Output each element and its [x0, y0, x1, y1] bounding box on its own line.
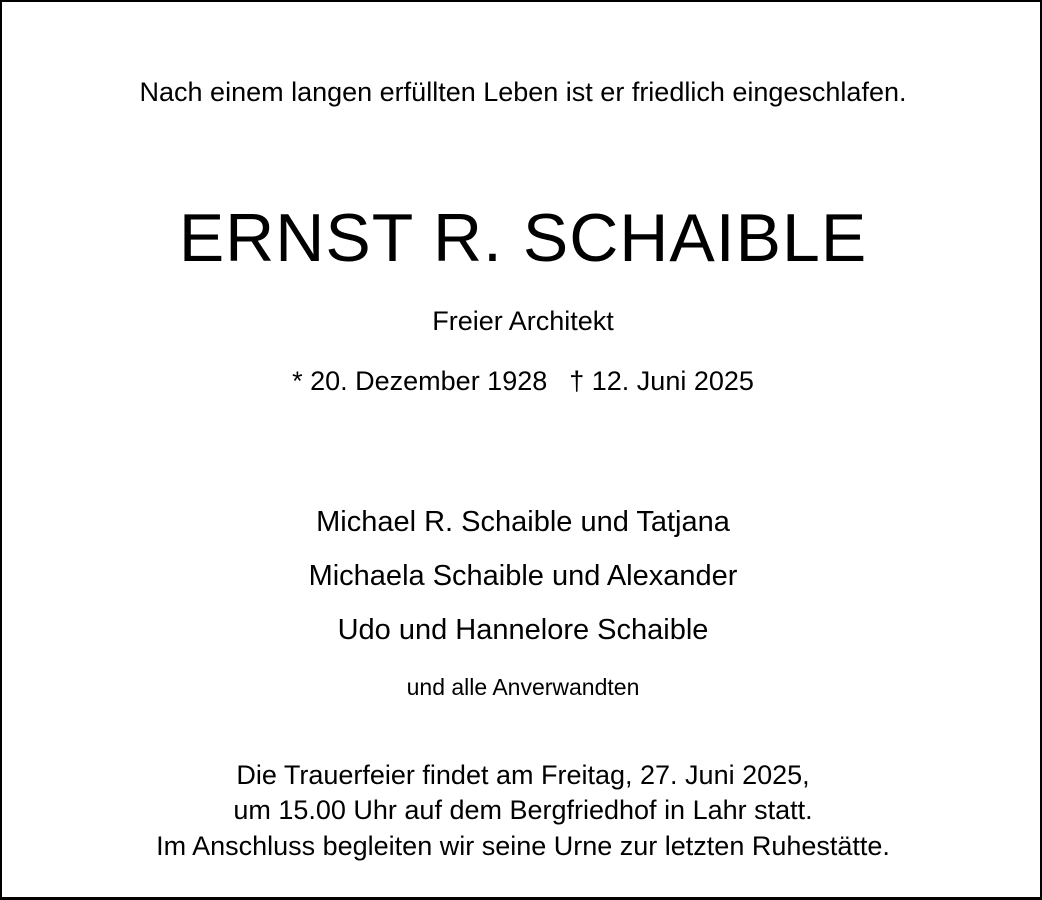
birth-date: * 20. Dezember 1928: [292, 366, 548, 396]
funeral-info-line: Die Trauerfeier findet am Freitag, 27. Juni 2025,: [236, 760, 810, 790]
intro-text: Nach einem langen erfüllten Leben ist er friedlich eingeschlafen.: [139, 77, 907, 107]
family-member-line: Michaela Schaible und Alexander: [308, 560, 738, 592]
family-member-line: Udo und Hannelore Schaible: [337, 614, 709, 646]
funeral-info-line: um 15.00 Uhr auf dem Bergfriedhof in Lahr statt.: [233, 795, 813, 825]
death-date: † 12. Juni 2025: [569, 366, 754, 396]
funeral-info-line: Im Anschluss begleiten wir seine Urne zur letzten Ruhestätte.: [156, 831, 890, 861]
family-member-line: Michael R. Schaible und Tatjana: [316, 506, 730, 538]
profession-text: Freier Architekt: [432, 306, 614, 336]
relatives-text: und alle Anverwandten: [406, 674, 640, 700]
life-dates: [2, 364, 1042, 398]
deceased-name: ERNST R. SCHAIBLE: [178, 200, 868, 276]
